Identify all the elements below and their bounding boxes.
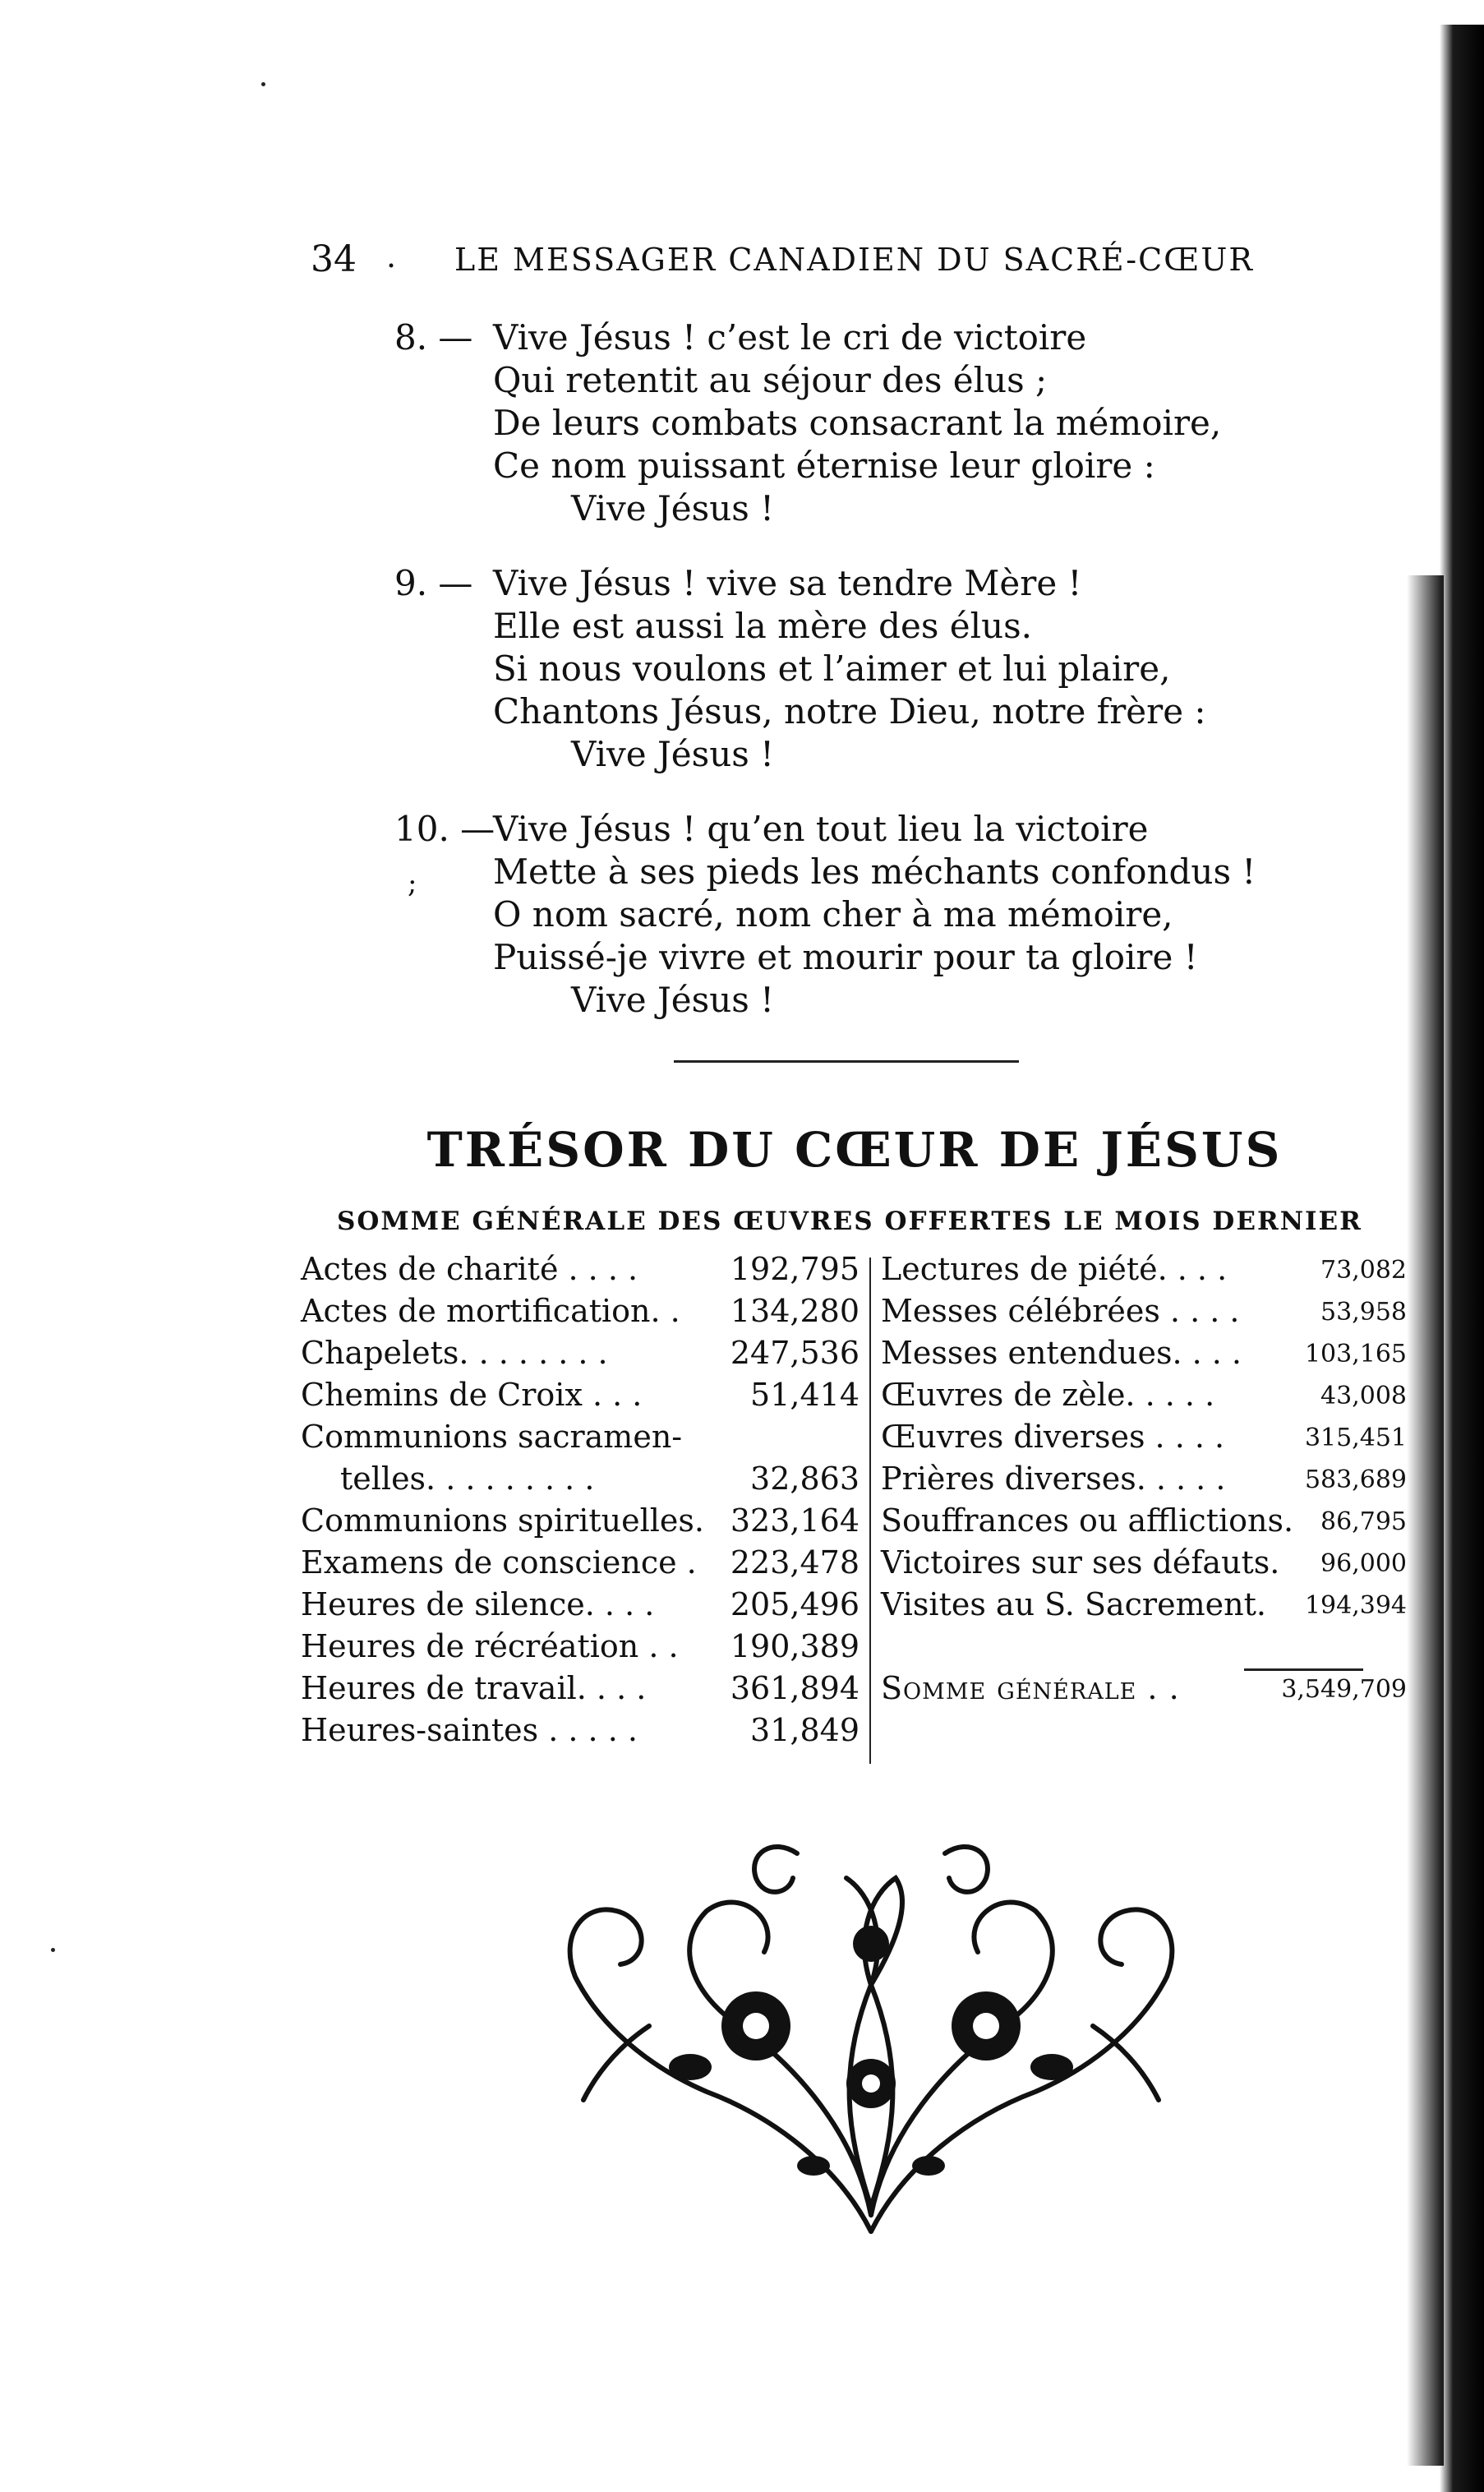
verse-line: Elle est aussi la mère des élus.	[493, 606, 1033, 646]
table-row	[881, 1377, 1407, 1419]
row-value: 73,082	[1320, 1256, 1407, 1285]
verse-line: Ce nom puissant éternise leur gloire :	[493, 445, 1155, 486]
row-label: Communions spirituelles.	[301, 1502, 704, 1539]
row-value: 247,536	[730, 1335, 860, 1371]
stanza-number: 8. —	[394, 317, 473, 358]
row-label: Œuvres diverses . . . .	[881, 1419, 1225, 1455]
row-label: telles. . . . . . . . .	[340, 1461, 595, 1497]
row-value: 43,008	[1320, 1382, 1407, 1410]
row-value: 86,795	[1320, 1507, 1407, 1536]
total-row	[881, 1670, 1407, 1712]
table-row	[301, 1586, 860, 1628]
row-value: 134,280	[730, 1293, 860, 1329]
refrain-line: Vive Jésus !	[571, 734, 775, 774]
table-row	[881, 1419, 1407, 1461]
stanza-10	[394, 808, 1356, 1022]
table-row	[881, 1502, 1407, 1544]
row-label: Messes entendues. . . .	[881, 1335, 1242, 1371]
table-row	[881, 1461, 1407, 1502]
binding-shadow	[1407, 575, 1444, 2466]
row-value: 53,958	[1320, 1298, 1407, 1327]
verse-line: Qui retentit au séjour des élus ;	[493, 360, 1048, 400]
table-row-spacer	[881, 1628, 1407, 1670]
table-row	[301, 1712, 860, 1754]
fleuron-ornament-icon	[526, 1821, 1216, 2248]
verse-line: Vive Jésus ! vive sa tendre Mère !	[493, 563, 1082, 603]
row-label: Actes de charité . . . .	[301, 1251, 638, 1287]
total-label: Somme générale . .	[881, 1670, 1180, 1706]
verse-line: Vive Jésus ! qu’en tout lieu la victoire	[493, 809, 1149, 849]
verse-line: O nom sacré, nom cher à ma mémoire,	[493, 894, 1173, 934]
row-label: Œuvres de zèle. . . . .	[881, 1377, 1215, 1413]
table-row	[301, 1544, 860, 1586]
section-title: TRÉSOR DU CŒUR DE JÉSUS	[426, 1122, 1283, 1178]
row-value: 205,496	[730, 1586, 860, 1622]
verse-line: Si nous voulons et l’aimer et lui plaire,	[493, 648, 1171, 689]
table-row	[301, 1628, 860, 1670]
running-title: LE MESSAGER CANADIEN DU SACRÉ-CŒUR	[454, 242, 1255, 278]
table-row	[881, 1335, 1407, 1377]
row-label: Actes de mortification. .	[301, 1293, 680, 1329]
row-label: Lectures de piété. . . .	[881, 1251, 1228, 1287]
row-value: 583,689	[1304, 1465, 1407, 1494]
total-rule	[1244, 1668, 1363, 1671]
table-row	[881, 1293, 1407, 1335]
stanza-number: 9. —	[394, 563, 473, 603]
row-value: 103,165	[1304, 1340, 1407, 1368]
row-label: Prières diverses. . . . .	[881, 1461, 1226, 1497]
header-separator: .	[386, 238, 399, 275]
offerings-left-column	[301, 1251, 860, 1754]
row-value: 361,894	[730, 1670, 860, 1706]
running-header	[311, 238, 1297, 288]
page-number: 34	[311, 238, 357, 280]
table-row	[881, 1544, 1407, 1586]
table-row	[301, 1502, 860, 1544]
stray-mark: ;	[408, 867, 417, 900]
row-value: 223,478	[730, 1544, 860, 1581]
row-label: Examens de conscience .	[301, 1544, 697, 1581]
row-value: 315,451	[1304, 1424, 1407, 1452]
row-value: 31,849	[750, 1712, 860, 1748]
table-row	[301, 1419, 860, 1461]
row-label: Heures de travail. . . .	[301, 1670, 647, 1706]
row-label: Messes célébrées . . . .	[881, 1293, 1240, 1329]
verse-line: Chantons Jésus, notre Dieu, notre frère :	[493, 691, 1206, 731]
row-label: Heures de silence. . . .	[301, 1586, 655, 1622]
verse-line: Puissé-je vivre et mourir pour ta gloire !	[493, 937, 1198, 977]
row-value: 96,000	[1320, 1549, 1407, 1578]
row-label: Victoires sur ses défauts.	[881, 1544, 1280, 1581]
table-row	[301, 1377, 860, 1419]
row-value: 32,863	[750, 1461, 860, 1497]
row-label: Heures de récréation . .	[301, 1628, 679, 1664]
binding-edge	[1440, 25, 1484, 2492]
row-label: Communions sacramen-	[301, 1419, 683, 1455]
row-value: 51,414	[750, 1377, 860, 1413]
section-divider	[674, 1060, 1019, 1063]
table-row	[301, 1293, 860, 1335]
table-row	[301, 1670, 860, 1712]
scan-speck	[261, 82, 265, 86]
column-divider	[869, 1258, 871, 1764]
total-value: 3,549,709	[1281, 1675, 1407, 1704]
row-value: 190,389	[730, 1628, 860, 1664]
verse-line: De leurs combats consacrant la mémoire,	[493, 403, 1222, 443]
stanza-9	[394, 562, 1356, 776]
row-value: 194,394	[1304, 1591, 1407, 1620]
row-value: 323,164	[730, 1502, 860, 1539]
table-row	[301, 1335, 860, 1377]
row-label: Chapelets. . . . . . . .	[301, 1335, 608, 1371]
table-row	[301, 1461, 860, 1502]
offerings-right-column	[881, 1251, 1407, 1712]
stanza-number: 10. —	[394, 809, 495, 849]
scan-speck	[51, 1948, 55, 1952]
section-subtitle: SOMME GÉNÉRALE DES ŒUVRES OFFERTES LE MOIS DERNIER	[337, 1207, 1362, 1236]
row-label: Chemins de Croix . . .	[301, 1377, 643, 1413]
row-value: 192,795	[730, 1251, 860, 1287]
table-row	[881, 1586, 1407, 1628]
table-row	[301, 1251, 860, 1293]
refrain-line: Vive Jésus !	[571, 488, 775, 528]
row-label: Visites au S. Sacrement.	[881, 1586, 1266, 1622]
verse-line: Mette à ses pieds les méchants confondus !	[493, 851, 1256, 892]
row-label: Heures-saintes . . . . .	[301, 1712, 638, 1748]
table-row	[881, 1251, 1407, 1293]
row-label: Souffrances ou afflictions.	[881, 1502, 1294, 1539]
verse-line: Vive Jésus ! c’est le cri de victoire	[493, 317, 1087, 358]
refrain-line: Vive Jésus !	[571, 980, 775, 1020]
stanza-8	[394, 316, 1356, 530]
